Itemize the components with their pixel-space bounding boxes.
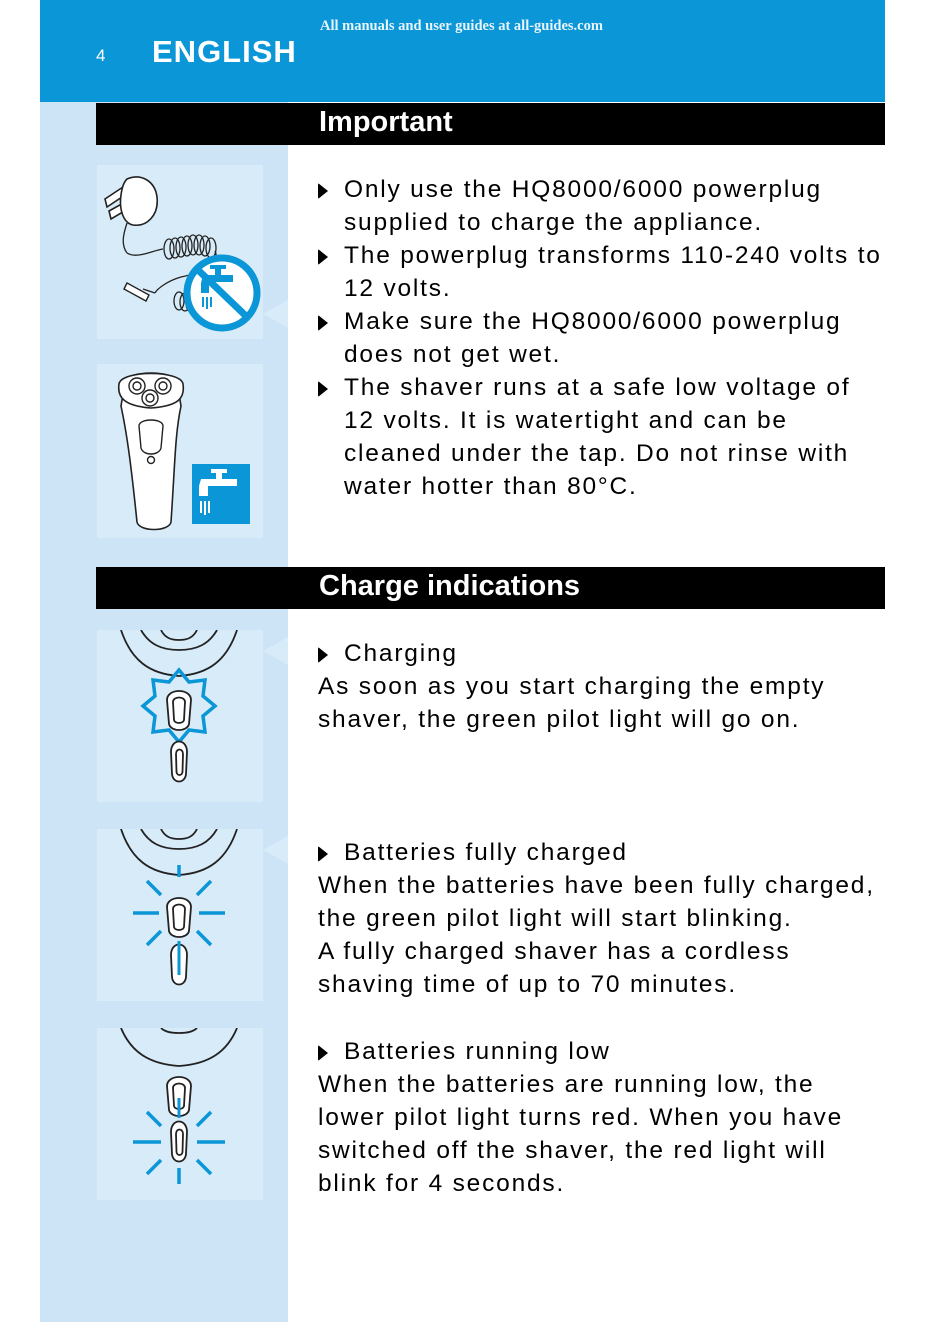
powerplug-illustration [97, 165, 263, 339]
panel-pointer [263, 637, 288, 665]
powerplug-illustration-panel [97, 165, 263, 339]
low-battery-paragraph: When the batteries are running low, the lower pilot light turns red. When you have switched off the shaver, the red light will blink for 4 seconds. [318, 1071, 843, 1197]
panel-pointer [263, 300, 288, 328]
charge-title: Charge indications [319, 570, 581, 602]
charging-text [318, 637, 886, 736]
blinking-top-light-illustration [97, 829, 263, 1001]
list-item: Make sure the HQ8000/6000 powerplug does not get wet. [318, 305, 886, 371]
bullet-icon [318, 381, 328, 397]
bullet-icon [318, 1045, 328, 1061]
low-battery-illustration-panel [97, 1028, 263, 1200]
bullet-icon [318, 249, 328, 265]
charging-illustration-panel [97, 630, 263, 802]
shaver-tap-illustration-panel [97, 364, 263, 538]
full-charge-paragraph-2: A fully charged shaver has a cordless shaving time of up to 70 minutes. [318, 938, 791, 998]
panel-pointer [263, 836, 288, 864]
page-number: 4 [96, 46, 106, 65]
full-charge-text [318, 836, 886, 1001]
list-item: The shaver runs at a safe low voltage of 12 volts. It is watertight and can be cleaned under the tap. Do not rinse with water hotter than 80°C. [318, 371, 886, 503]
bullet-icon [318, 846, 328, 862]
full-charge-illustration-panel [97, 829, 263, 1001]
blinking-bottom-light-illustration [97, 1028, 263, 1200]
low-battery-heading: Batteries running low [344, 1038, 611, 1065]
important-section-bar [96, 103, 885, 145]
language-heading: ENGLISH [152, 34, 297, 69]
full-charge-heading: Batteries fully charged [344, 839, 628, 866]
bullet-icon [318, 315, 328, 331]
list-item: The powerplug transforms 110-240 volts to 12 volts. [318, 239, 886, 305]
important-bullets [318, 173, 886, 503]
shaver-tap-illustration [97, 364, 263, 538]
charging-light-illustration [97, 630, 263, 802]
important-title: Important [319, 106, 453, 138]
low-battery-text [318, 1035, 886, 1200]
charge-section-bar [96, 567, 885, 609]
charging-heading: Charging [344, 640, 458, 667]
list-item: Only use the HQ8000/6000 powerplug supplied to charge the appliance. [318, 173, 886, 239]
bullet-icon [318, 647, 328, 663]
charging-paragraph: As soon as you start charging the empty shaver, the green pilot light will go on. [318, 673, 826, 733]
watermark-text: All manuals and user guides at all-guides.com [320, 18, 603, 34]
full-charge-paragraph-1: When the batteries have been fully charged, the green pilot light will start blinking. [318, 872, 875, 932]
bullet-icon [318, 183, 328, 199]
